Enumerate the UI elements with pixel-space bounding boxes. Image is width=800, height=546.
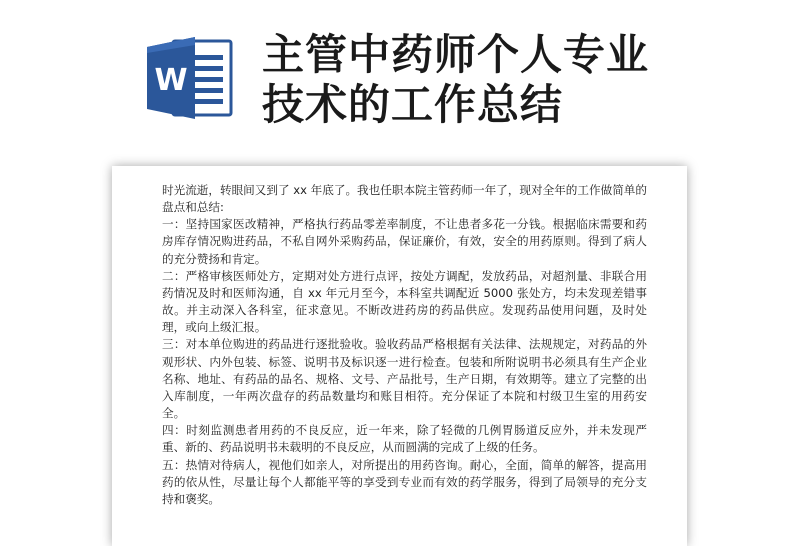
- paragraph-5: 五：热情对待病人，视他们如亲人，对所提出的用药咨询。耐心，全面，简单的解答，提高用药的依从性，尽量让每个人都能平等的享受到专业而有效的药学服务，得到了局领导的充分支持和褒奖。: [162, 457, 647, 506]
- paragraph-3: 三：对本单位购进的药品进行逐批验收。验收药品严格根据有关法律、法规规定，对药品的外观形状、内外包装、标签、说明书及标识逐一进行检查。包装和所附说明书必须具有生产企业名称、地址、有药品的品名、规格、文号、产品批号，生产日期，有效期等。建立了完整的出入库制度，一年两次盘存的药品数量均和账目相符。充分保证了本院和村级卫生室的用药安全。: [162, 337, 647, 421]
- document-title-line-1: 主管中药师个人专业: [262, 30, 650, 79]
- paragraph-intro: 时光流逝，转眼间又到了 xx 年底了。我也任职本院主管药师一年了，现对全年的工作做简单的盘点和总结:: [162, 183, 647, 215]
- document-title: [262, 30, 782, 130]
- document-title-line-2: 技术的工作总结: [262, 80, 564, 129]
- paragraph-1: 一：坚持国家医改精神，严格执行药品零差率制度，不让患者多花一分钱。根据临床需要和药房库存情况购进药品，不私自网外采购药品，保证廉价，有效，安全的用药原则。得到了病人的充分赞扬和肯定。: [162, 217, 647, 266]
- document-body: [162, 182, 647, 508]
- document-header: [0, 0, 800, 165]
- word-document-icon: [145, 35, 235, 121]
- paragraph-4: 四：时刻监测患者用药的不良反应，近一年来，除了轻微的几例胃肠道反应外，并未发现严重、新的、药品说明书未载明的不良反应，从而圆满的完成了上级的任务。: [162, 423, 647, 455]
- svg-text:W: W: [154, 63, 188, 98]
- paragraph-2: 二：严格审核医师处方，定期对处方进行点评，按处方调配，发放药品，对超剂量、非联合用药情况及时和医师沟通，自 xx 年元月至今，本科室共调配近 5000 张处方，均未发现差错事故。并主动深入各科室，征求意见。不断改进药房的药品供应。发现药品使用问题，及时处理，或向上级汇报。: [162, 268, 647, 335]
